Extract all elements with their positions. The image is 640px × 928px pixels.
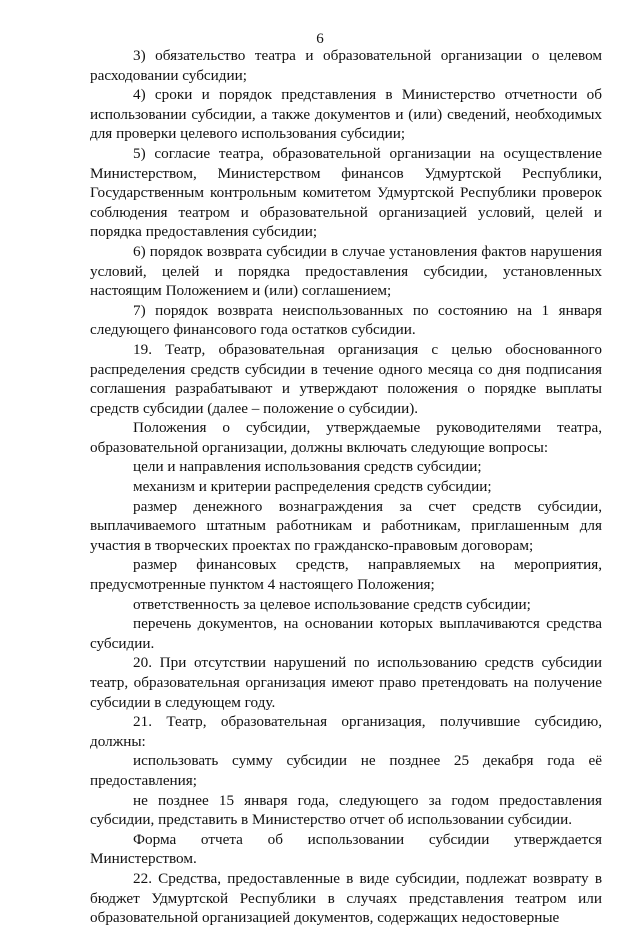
paragraph-item-4: 4) сроки и порядок представления в Министерство отчетности об использовании субсидии, а также документов и (или) сведений, необходимых для проверки целевого использования субсидии; — [90, 86, 602, 143]
paragraph-item-6: 6) порядок возврата субсидии в случае установления фактов нарушения условий, целей и порядка предоставления субсидии, установленных настоящим Положением и (или) соглашением; — [90, 242, 602, 300]
paragraph-clause-22: 22. Средства, предоставленные в виде субсидии, подлежат возврату в бюджет Удмуртской Республики в случаях представления театром или образовательной организацией документов, содержащих недостоверные — [90, 869, 602, 927]
paragraph-subsidy-regulations: Положения о субсидии, утверждаемые руководителями театра, образовательной организации, должны включать следующие вопросы: — [90, 419, 602, 456]
paragraph-responsibility: ответственность за целевое использование средств субсидии; — [133, 595, 531, 613]
paragraph-funds-size: размер финансовых средств, направляемых на мероприятия, предусмотренные пунктом 4 настоящего Положения; — [90, 556, 602, 594]
paragraph-item-5: 5) согласие театра, образовательной организации на осуществление Министерством, Министерством финансов Удмуртской Республики, Государственным контрольным комитетом Удмуртской Республики проверок соблюдения театром и образовательной организацией условий, целей и порядка предоставления субсидии; — [90, 144, 602, 241]
paragraph-clause-19: 19. Театр, образовательная организация с целью обоснованного распределения средств субсидии в течение одного месяца со дня подписания соглашения разрабатывают и утверждают положения о порядке выплаты средств субсидии (далее – положение о субсидии). — [90, 340, 602, 417]
paragraph-use-deadline: использовать сумму субсидии не позднее 25 декабря года её предоставления; — [90, 752, 602, 789]
paragraph-report-form: Форма отчета об использовании субсидии утверждается Министерством. — [90, 830, 602, 868]
paragraph-reward-size: размер денежного вознаграждения за счет средств субсидии, выплачиваемого штатным работникам и работникам, приглашенным для участия в творческих проектах по гражданско-правовым договорам; — [90, 497, 602, 554]
page-number: 6 — [316, 31, 324, 47]
paragraph-goals: цели и направления использования средств субсидии; — [133, 458, 482, 476]
paragraph-clause-20: 20. При отсутствии нарушений по использованию средств субсидии театр, образовательная организация имеют право претендовать на получение субсидии в следующем году. — [90, 654, 602, 711]
paragraph-item-3: 3) обязательство театра и образовательной организации о целевом расходовании субсидии; — [90, 47, 602, 84]
document-body — [90, 46, 602, 928]
paragraph-documents-list: перечень документов, на основании которых выплачиваются средства субсидии. — [90, 615, 602, 652]
paragraph-mechanism: механизм и критерии распределения средств субсидии; — [133, 478, 492, 496]
paragraph-clause-21: 21. Театр, образовательная организация, получившие субсидию, должны: — [90, 713, 602, 750]
paragraph-report-deadline: не позднее 15 января года, следующего за годом предоставления субсидии, представить в Министерство отчет об использовании субсидии. — [90, 791, 602, 829]
paragraph-item-7: 7) порядок возврата неиспользованных по состоянию на 1 января следующего финансового года остатков субсидии. — [90, 301, 602, 339]
